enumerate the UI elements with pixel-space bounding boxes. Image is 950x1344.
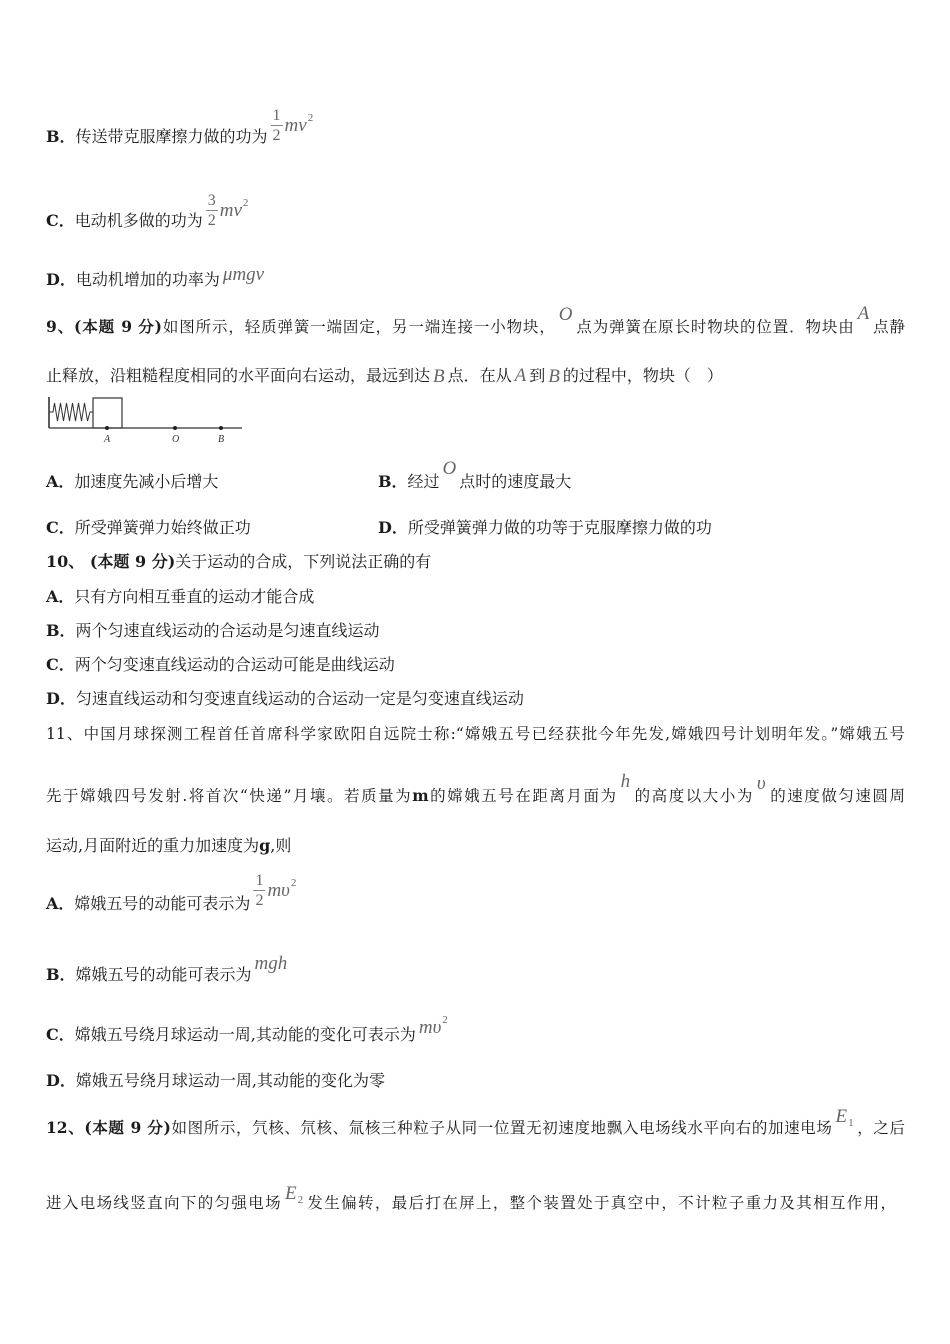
- formula-variables: mυ: [267, 879, 290, 901]
- point-a-dot: [105, 426, 109, 430]
- formula-exponent: 2: [290, 876, 297, 889]
- option-label: D．: [46, 1071, 76, 1090]
- stem-text: ,则: [270, 836, 292, 855]
- option-label: C．: [46, 1025, 75, 1044]
- question-number: 10、: [46, 552, 90, 571]
- stem-text: 发生偏转，最后打在屏上，整个装置处于真空中，不计粒子重力及其相互作用，: [306, 1194, 896, 1212]
- q9-option-a: [46, 472, 366, 492]
- q12-stem-line-2: [46, 1183, 896, 1213]
- point-a-symbol: A: [857, 303, 870, 324]
- stem-text: 进入电场线竖直向下的匀强电场: [46, 1194, 282, 1212]
- option-label: B．: [378, 472, 408, 491]
- field-letter: E: [284, 1183, 297, 1204]
- question-score: (本题 9 分): [89, 552, 176, 571]
- q10-option-d: [46, 689, 905, 709]
- option-label: A．: [46, 894, 75, 913]
- q10-option-c: [46, 655, 905, 675]
- q11-stem-line-1: [46, 724, 905, 744]
- formula: mgh: [254, 952, 288, 974]
- option-label: C．: [46, 211, 75, 230]
- option-label: A．: [46, 472, 75, 491]
- formula: [253, 871, 296, 910]
- fraction: [271, 106, 283, 145]
- fraction-denominator: 2: [255, 892, 264, 909]
- option-text: 嫦娥五号的动能可表示为: [74, 894, 251, 913]
- option-text: 只有方向相互垂直的运动才能合成: [74, 587, 315, 606]
- stem-text: 的速度做匀速圆周: [768, 787, 905, 805]
- option-text: 加速度先减小后增大: [74, 472, 219, 491]
- fraction-denominator: 2: [272, 127, 281, 144]
- formula-variables: mv: [284, 114, 307, 136]
- fraction-numerator: 1: [272, 107, 281, 124]
- field-letter: E: [835, 1106, 848, 1127]
- question-score: (本题 9 分): [84, 1118, 171, 1137]
- q11-stem-line-3: [46, 836, 905, 856]
- option-text: 电动机多做的功为: [74, 211, 203, 230]
- field-e2-symbol: [284, 1183, 304, 1206]
- stem-text: 如图所示，轻质弹簧一端固定，另一端连接一小物块，: [162, 318, 556, 336]
- option-label: B．: [46, 965, 76, 984]
- formula: [418, 1013, 448, 1038]
- point-b-label: B: [218, 434, 225, 445]
- formula-exponent: 2: [242, 196, 249, 209]
- formula-variables: mv: [219, 199, 242, 221]
- formula: [206, 191, 249, 230]
- option-label: D．: [46, 689, 76, 708]
- option-label: C．: [46, 518, 75, 537]
- stem-text: 的过程中，物块（ ）: [562, 366, 723, 385]
- option-text: 经过: [407, 472, 440, 491]
- option-label: D．: [46, 270, 76, 289]
- option-text: 嫦娥五号的动能可表示为: [75, 965, 252, 984]
- q11-option-d: [46, 1071, 905, 1091]
- question-number: 9、: [46, 317, 75, 336]
- point-o-symbol: O: [558, 304, 573, 325]
- fraction: [253, 871, 265, 910]
- point-a-symbol: A: [514, 364, 527, 386]
- question-number: 12、: [46, 1118, 85, 1137]
- point-o-symbol: O: [442, 457, 457, 479]
- formula: μmgv: [222, 263, 265, 285]
- stem-text: ，之后: [856, 1119, 905, 1137]
- q11-option-b: [46, 952, 905, 985]
- q9-stem-line-1: [46, 303, 905, 337]
- velocity-symbol: υ: [756, 773, 766, 794]
- q9-option-d: [378, 518, 898, 538]
- option-text: 所受弹簧弹力始终做正功: [74, 518, 251, 537]
- q9-stem-line-2: [46, 366, 905, 386]
- question-score: (本题 9 分): [74, 317, 162, 336]
- formula-exponent: 2: [442, 1013, 448, 1026]
- q9-option-c: [46, 518, 366, 538]
- stem-text: 关于运动的合成，下列说法正确的有: [175, 552, 432, 571]
- stem-text: 中国月球探测工程首任首席科学家欧阳自远院士称:“嫦娥五号已经获批今年先发,嫦娥四号计划明年发。”嫦娥五号: [83, 725, 905, 743]
- field-e1-symbol: [835, 1106, 854, 1129]
- point-o-label: O: [172, 434, 180, 445]
- fraction-numerator: 3: [207, 192, 216, 209]
- stem-text: 止释放，沿粗糙程度相同的水平面向右运动，最远到达: [46, 366, 431, 385]
- point-b-symbol: B: [548, 365, 560, 387]
- stem-text: 的嫦娥五号在距离月面为: [428, 787, 618, 805]
- point-b-symbol: B: [433, 365, 445, 387]
- stem-text: 运动,月面附近的重力加速度为: [46, 836, 260, 855]
- q10-stem: [46, 552, 905, 572]
- q12-stem-line-1: [46, 1106, 905, 1138]
- q11-stem-line-2: [46, 771, 905, 806]
- option-label: B．: [46, 621, 76, 640]
- q9-option-b: [378, 457, 898, 492]
- q10-option-b: [46, 621, 905, 641]
- fraction-denominator: 2: [207, 212, 216, 229]
- option-label: A．: [46, 587, 75, 606]
- q11-option-c: [46, 1013, 905, 1045]
- spring-block-diagram: [44, 393, 248, 447]
- fraction: [206, 191, 218, 230]
- spring-coil: [49, 403, 93, 421]
- option-text: 传送带克服摩擦力做的功为: [75, 127, 268, 146]
- formula-exponent: 2: [307, 111, 314, 124]
- option-label: D．: [378, 518, 408, 537]
- stem-text: 点．在从: [447, 366, 512, 385]
- stem-text: 如图所示，氕核、氘核、氚核三种粒子从同一位置无初速度地飘入电场线水平向右的加速电场: [170, 1119, 833, 1137]
- point-o-dot: [173, 426, 177, 430]
- option-text: 匀速直线运动和匀变速直线运动的合运动一定是匀变速直线运动: [75, 689, 524, 708]
- spring-block-figure: [44, 393, 248, 447]
- block: [93, 398, 122, 428]
- option-text: 两个匀变速直线运动的合运动可能是曲线运动: [74, 655, 395, 674]
- gravity-symbol: g: [259, 836, 271, 855]
- option-text: 嫦娥五号绕月球运动一周,其动能的变化可表示为: [74, 1025, 416, 1044]
- formula-variables: mυ: [418, 1016, 442, 1038]
- stem-text: 点静: [872, 318, 905, 336]
- stem-text: 先于嫦娥四号发射.将首次“快递”月壤。若质量为: [46, 787, 413, 805]
- option-text: 嫦娥五号绕月球运动一周,其动能的变化为零: [75, 1071, 385, 1090]
- point-a-label: A: [104, 434, 111, 445]
- field-subscript: 2: [297, 1194, 304, 1206]
- q8-option-b: [46, 107, 905, 147]
- option-text: 所受弹簧弹力做的功等于克服摩擦力做的功: [407, 518, 712, 537]
- mass-symbol: m: [412, 786, 429, 805]
- stem-text: 的高度以大小为: [633, 787, 754, 805]
- q8-option-c: [46, 192, 905, 231]
- option-text: 点时的速度最大: [459, 472, 572, 491]
- stem-text: 到: [529, 366, 546, 385]
- q11-option-a: [46, 872, 905, 914]
- stem-text: 点为弹簧在原长时物块的位置．物块由: [575, 318, 855, 336]
- question-number: 11、: [46, 725, 84, 743]
- q8-option-d: [46, 263, 905, 290]
- option-text: 电动机增加的功率为: [75, 270, 220, 289]
- option-label: C．: [46, 655, 75, 674]
- option-label: B．: [46, 127, 76, 146]
- fraction-numerator: 1: [255, 872, 264, 889]
- point-b-dot: [219, 426, 223, 430]
- height-symbol: h: [620, 771, 631, 792]
- formula: [271, 106, 314, 145]
- field-subscript: 1: [848, 1117, 854, 1129]
- q10-option-a: [46, 587, 905, 607]
- option-text: 两个匀速直线运动的合运动是匀速直线运动: [75, 621, 380, 640]
